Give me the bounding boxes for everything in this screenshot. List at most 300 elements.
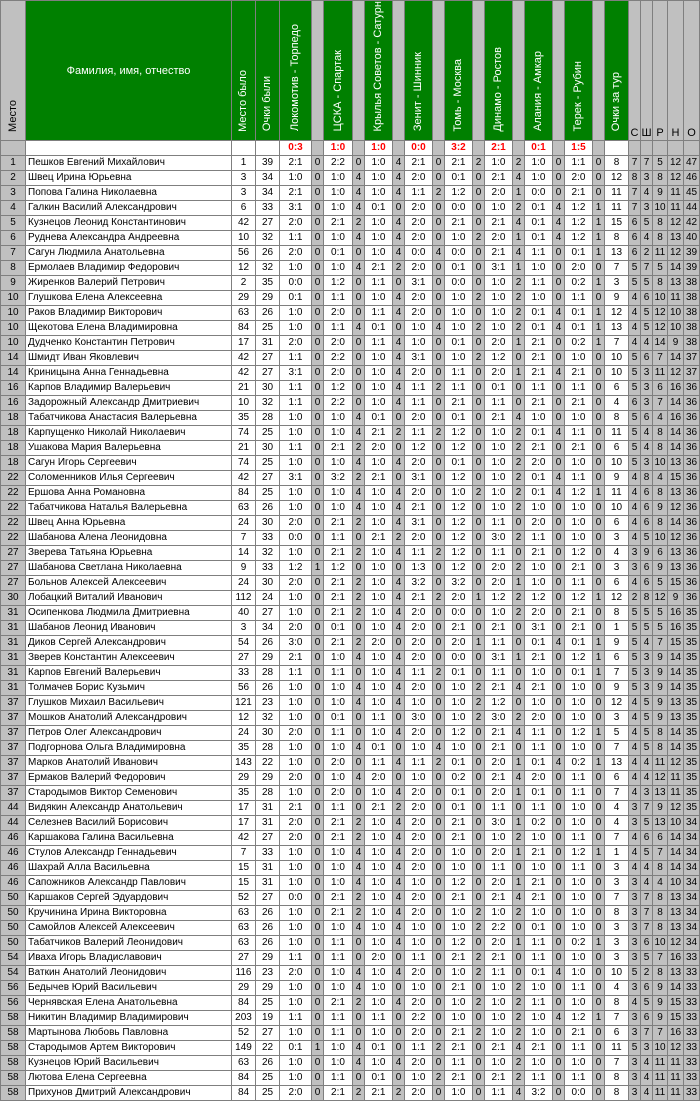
forecast-5-cell: 1:2 — [445, 186, 473, 201]
stat-n-cell: 14 — [668, 441, 684, 456]
forecast-6-cell: 3:1 — [485, 261, 513, 276]
stat-s-cell: 4 — [629, 756, 641, 771]
stat-r-cell: 9 — [653, 501, 668, 516]
forecast-5-cell: 1:0 — [445, 1011, 473, 1026]
stat-o-cell: 35 — [684, 756, 700, 771]
pts-1-cell: 0 — [312, 756, 324, 771]
pts-7-cell: 0 — [553, 276, 565, 291]
forecast-6-cell: 2:0 — [485, 366, 513, 381]
forecast-8-cell: 1:0 — [565, 816, 593, 831]
stat-sh-cell: 4 — [641, 1086, 653, 1101]
full-name-cell: Шахрай Алла Васильевна — [26, 861, 232, 876]
full-name-cell: Мошков Анатолий Александрович — [26, 711, 232, 726]
forecast-7-cell: 1:1 — [525, 801, 553, 816]
place-before-cell: 15 — [232, 861, 256, 876]
pts-7-cell: 0 — [553, 516, 565, 531]
pts-8-cell: 1 — [593, 726, 605, 741]
forecast-1-cell: 3:1 — [280, 201, 312, 216]
pts-7-cell: 4 — [553, 321, 565, 336]
tour-points-cell: 7 — [605, 1056, 629, 1071]
pts-2-cell: 0 — [353, 336, 365, 351]
stat-sh-cell: 3 — [641, 651, 653, 666]
forecast-7-cell: 0:1 — [525, 321, 553, 336]
stat-o-cell: 35 — [684, 696, 700, 711]
forecast-6-cell: 3:0 — [485, 816, 513, 831]
forecast-1-cell: 2:1 — [280, 651, 312, 666]
pts-1-cell: 0 — [312, 621, 324, 636]
forecast-1-cell: 1:0 — [280, 921, 312, 936]
table-row — [1, 951, 700, 966]
forecast-8-cell: 2:1 — [565, 186, 593, 201]
full-name-cell: Бедычев Юрий Васильевич — [26, 981, 232, 996]
stat-r-cell: 13 — [653, 816, 668, 831]
tour-points-cell: 10 — [605, 966, 629, 981]
pts-1-cell: 0 — [312, 591, 324, 606]
forecast-1-cell: 2:0 — [280, 966, 312, 981]
forecast-1-cell: 2:0 — [280, 576, 312, 591]
forecast-7-cell: 0:1 — [525, 471, 553, 486]
forecast-4-cell: 3:0 — [405, 711, 433, 726]
place-cell: 44 — [1, 801, 26, 816]
stat-sh-cell: 4 — [641, 186, 653, 201]
pts-6-cell: 2 — [513, 711, 525, 726]
match-gap-header — [353, 1, 365, 141]
pts-2-cell: 2 — [353, 546, 365, 561]
pts-4-cell: 0 — [433, 351, 445, 366]
forecast-8-cell: 0:1 — [565, 636, 593, 651]
pts-8-cell: 0 — [593, 711, 605, 726]
stat-r-cell: 10 — [653, 291, 668, 306]
points-before-cell: 25 — [256, 1086, 280, 1101]
forecast-4-cell: 2:1 — [405, 156, 433, 171]
forecast-1-cell: 1:0 — [280, 1026, 312, 1041]
pts-2-cell: 0 — [353, 726, 365, 741]
pts-3-cell: 0 — [393, 471, 405, 486]
forecast-5-cell: 1:2 — [445, 441, 473, 456]
pts-3-cell: 4 — [393, 861, 405, 876]
pts-4-cell: 2 — [433, 1071, 445, 1086]
pts-3-cell: 2 — [393, 1086, 405, 1101]
points-before-cell: 28 — [256, 786, 280, 801]
place-before-cell: 9 — [232, 561, 256, 576]
forecast-6-cell: 1:0 — [485, 426, 513, 441]
pts-2-cell: 0 — [353, 291, 365, 306]
forecast-4-cell: 2:0 — [405, 861, 433, 876]
stat-o-cell: 33 — [684, 981, 700, 996]
pts-3-cell: 4 — [393, 726, 405, 741]
forecast-4-cell: 2:2 — [405, 1011, 433, 1026]
place-before-cell: 15 — [232, 876, 256, 891]
forecast-3-cell: 1:0 — [365, 186, 393, 201]
forecast-6-cell: 2:0 — [485, 231, 513, 246]
table-row — [1, 276, 700, 291]
forecast-4-cell: 2:0 — [405, 171, 433, 186]
pts-2-cell: 0 — [353, 561, 365, 576]
tour-points-header: Очки за тур — [605, 1, 629, 141]
pts-3-cell: 4 — [393, 351, 405, 366]
pts-3-cell: 4 — [393, 1056, 405, 1071]
forecast-1-cell: 2:0 — [280, 216, 312, 231]
pts-2-cell: 0 — [353, 531, 365, 546]
stat-n-cell: 11 — [668, 786, 684, 801]
stat-r-cell: 10 — [653, 531, 668, 546]
forecast-8-cell: 1:0 — [565, 531, 593, 546]
full-name-cell: Ермолаев Владимир Федорович — [26, 261, 232, 276]
forecast-3-cell: 1:0 — [365, 516, 393, 531]
pts-2-cell: 4 — [353, 456, 365, 471]
table-row — [1, 261, 700, 276]
pts-1-cell: 0 — [312, 306, 324, 321]
pts-6-cell: 4 — [513, 891, 525, 906]
pts-6-cell: 1 — [513, 366, 525, 381]
pts-4-cell: 0 — [433, 456, 445, 471]
forecast-3-cell: 1:0 — [365, 906, 393, 921]
forecast-4-cell: 2:0 — [405, 291, 433, 306]
full-name-cell: Иваха Игорь Владиславович — [26, 951, 232, 966]
table-row — [1, 411, 700, 426]
stat-s-cell: 4 — [629, 696, 641, 711]
pts-4-cell: 4 — [433, 741, 445, 756]
place-before-cell: 10 — [232, 396, 256, 411]
pts-6-cell: 2 — [513, 486, 525, 501]
pts-1-cell: 0 — [312, 276, 324, 291]
forecast-1-cell: 2:0 — [280, 516, 312, 531]
pts-1-cell: 0 — [312, 846, 324, 861]
pts-6-cell: 1 — [513, 816, 525, 831]
table-row — [1, 531, 700, 546]
pts-3-cell: 0 — [393, 276, 405, 291]
pts-5-cell: 1 — [473, 591, 485, 606]
stat-n-cell: 12 — [668, 246, 684, 261]
forecast-7-cell: 1:0 — [525, 696, 553, 711]
stat-header-r: Р — [653, 1, 668, 141]
forecast-5-cell: 2:1 — [445, 831, 473, 846]
forecast-5-cell: 1:1 — [445, 1056, 473, 1071]
pts-5-cell: 0 — [473, 441, 485, 456]
stat-s-cell: 3 — [629, 546, 641, 561]
stat-o-cell: 47 — [684, 156, 700, 171]
pts-1-cell: 1 — [312, 561, 324, 576]
stat-o-cell: 35 — [684, 651, 700, 666]
pts-2-cell: 4 — [353, 771, 365, 786]
pts-6-cell: 4 — [513, 216, 525, 231]
forecast-6-cell: 2:0 — [485, 786, 513, 801]
pts-4-cell: 0 — [433, 276, 445, 291]
table-row — [1, 696, 700, 711]
pts-4-cell: 0 — [433, 216, 445, 231]
stat-o-cell: 40 — [684, 231, 700, 246]
pts-1-cell: 0 — [312, 1071, 324, 1086]
stat-s-cell: 3 — [629, 906, 641, 921]
pts-4-cell: 4 — [433, 321, 445, 336]
forecast-2-cell: 1:1 — [324, 951, 353, 966]
results-blank — [1, 141, 26, 156]
match-result-7: 0:1 — [525, 141, 553, 156]
forecast-5-cell: 1:0 — [445, 921, 473, 936]
forecast-3-cell: 1:0 — [365, 726, 393, 741]
points-before-cell: 26 — [256, 921, 280, 936]
stat-o-cell: 35 — [684, 726, 700, 741]
full-name-cell: Кузнецов Леонид Константинович — [26, 216, 232, 231]
points-before-cell: 27 — [256, 351, 280, 366]
forecast-5-cell: 1:0 — [445, 846, 473, 861]
stat-s-cell: 5 — [629, 441, 641, 456]
pts-7-cell: 0 — [553, 411, 565, 426]
forecast-6-cell: 2:1 — [485, 1071, 513, 1086]
pts-5-cell: 0 — [473, 771, 485, 786]
stat-n-cell: 9 — [668, 336, 684, 351]
stat-sh-cell: 7 — [641, 261, 653, 276]
pts-8-cell: 1 — [593, 246, 605, 261]
tour-points-cell: 7 — [605, 666, 629, 681]
forecast-1-cell: 1:0 — [280, 711, 312, 726]
stat-r-cell: 6 — [653, 831, 668, 846]
stat-o-cell: 38 — [684, 291, 700, 306]
forecast-1-cell: 0:0 — [280, 276, 312, 291]
stat-sh-cell: 5 — [641, 996, 653, 1011]
results-gap — [513, 141, 525, 156]
points-before-cell: 25 — [256, 1071, 280, 1086]
pts-7-cell: 0 — [553, 801, 565, 816]
forecast-1-cell: 1:1 — [280, 441, 312, 456]
pts-5-cell: 0 — [473, 786, 485, 801]
table-row — [1, 576, 700, 591]
place-before-cell: 63 — [232, 921, 256, 936]
match-header-3: Крылья Советов - Сатурн — [365, 1, 393, 141]
forecast-3-cell: 2:0 — [365, 636, 393, 651]
pts-7-cell: 0 — [553, 621, 565, 636]
pts-6-cell: 4 — [513, 411, 525, 426]
pts-6-cell: 2 — [513, 1056, 525, 1071]
stat-n-cell: 9 — [668, 591, 684, 606]
pts-8-cell: 0 — [593, 501, 605, 516]
forecast-6-cell: 1:0 — [485, 1011, 513, 1026]
place-before-cell: 7 — [232, 531, 256, 546]
place-cell: 46 — [1, 846, 26, 861]
pts-4-cell: 0 — [433, 606, 445, 621]
forecast-7-cell: 0:1 — [525, 756, 553, 771]
stat-n-cell: 14 — [668, 396, 684, 411]
pts-3-cell: 2 — [393, 261, 405, 276]
table-row — [1, 876, 700, 891]
forecast-8-cell: 1:2 — [565, 231, 593, 246]
forecast-2-cell: 3:2 — [324, 471, 353, 486]
forecast-2-cell: 1:0 — [324, 741, 353, 756]
pts-4-cell: 0 — [433, 411, 445, 426]
pts-1-cell: 0 — [312, 336, 324, 351]
stat-sh-cell: 6 — [641, 411, 653, 426]
stat-s-cell: 5 — [629, 1041, 641, 1056]
pts-4-cell: 0 — [433, 981, 445, 996]
points-before-cell: 34 — [256, 171, 280, 186]
pts-4-cell: 0 — [433, 486, 445, 501]
pts-3-cell: 0 — [393, 771, 405, 786]
forecast-6-cell: 3:0 — [485, 531, 513, 546]
pts-3-cell: 0 — [393, 441, 405, 456]
pts-3-cell: 4 — [393, 591, 405, 606]
table-row — [1, 516, 700, 531]
forecast-1-cell: 1:0 — [280, 261, 312, 276]
forecast-5-cell: 1:2 — [445, 561, 473, 576]
forecast-4-cell: 2:0 — [405, 216, 433, 231]
tour-points-cell: 8 — [605, 906, 629, 921]
forecast-4-cell: 1:0 — [405, 771, 433, 786]
place-cell: 37 — [1, 711, 26, 726]
pts-3-cell: 4 — [393, 906, 405, 921]
tour-points-cell: 6 — [605, 441, 629, 456]
tour-points-cell: 7 — [605, 741, 629, 756]
pts-5-cell: 2 — [473, 351, 485, 366]
stat-sh-cell: 5 — [641, 711, 653, 726]
pts-8-cell: 0 — [593, 1041, 605, 1056]
forecast-6-cell: 1:1 — [485, 1086, 513, 1101]
forecast-4-cell: 1:0 — [405, 981, 433, 996]
table-row — [1, 156, 700, 171]
pts-3-cell: 4 — [393, 231, 405, 246]
pts-6-cell: 0 — [513, 351, 525, 366]
forecast-1-cell: 2:0 — [280, 771, 312, 786]
forecast-5-cell: 1:2 — [445, 876, 473, 891]
forecast-3-cell: 1:0 — [365, 666, 393, 681]
points-before-cell: 32 — [256, 231, 280, 246]
stat-n-cell: 16 — [668, 606, 684, 621]
stat-n-cell: 14 — [668, 516, 684, 531]
pts-3-cell: 4 — [393, 606, 405, 621]
table-row — [1, 396, 700, 411]
pts-2-cell: 4 — [353, 411, 365, 426]
pts-5-cell: 0 — [473, 171, 485, 186]
stat-n-cell: 14 — [668, 651, 684, 666]
pts-7-cell: 0 — [553, 456, 565, 471]
forecast-1-cell: 1:0 — [280, 846, 312, 861]
pts-5-cell: 0 — [473, 936, 485, 951]
pts-3-cell: 4 — [393, 171, 405, 186]
stat-sh-cell: 8 — [641, 591, 653, 606]
forecast-8-cell: 1:0 — [565, 921, 593, 936]
pts-3-cell: 0 — [393, 201, 405, 216]
forecast-2-cell: 2:1 — [324, 546, 353, 561]
tour-points-cell: 12 — [605, 696, 629, 711]
forecast-1-cell: 2:0 — [280, 816, 312, 831]
pts-5-cell: 0 — [473, 366, 485, 381]
forecast-4-cell: 2:0 — [405, 606, 433, 621]
stat-s-cell: 3 — [629, 891, 641, 906]
pts-3-cell: 4 — [393, 306, 405, 321]
place-before-cell: 10 — [232, 231, 256, 246]
stat-sh-cell: 5 — [641, 306, 653, 321]
table-row — [1, 591, 700, 606]
pts-6-cell: 2 — [513, 276, 525, 291]
pts-7-cell: 0 — [553, 711, 565, 726]
forecast-7-cell: 1:1 — [525, 996, 553, 1011]
pts-3-cell: 4 — [393, 831, 405, 846]
forecast-4-cell: 2:0 — [405, 621, 433, 636]
pts-8-cell: 0 — [593, 561, 605, 576]
forecast-7-cell: 1:0 — [525, 1026, 553, 1041]
forecast-1-cell: 1:0 — [280, 1071, 312, 1086]
place-cell: 10 — [1, 291, 26, 306]
pts-8-cell: 1 — [593, 756, 605, 771]
forecast-8-cell: 2:1 — [565, 561, 593, 576]
pts-2-cell: 2 — [353, 576, 365, 591]
full-name-cell: Карпов Евгений Валерьевич — [26, 666, 232, 681]
pts-1-cell: 0 — [312, 366, 324, 381]
pts-2-cell: 4 — [353, 486, 365, 501]
pts-2-cell: 4 — [353, 681, 365, 696]
pts-2-cell: 0 — [353, 621, 365, 636]
place-cell: 14 — [1, 366, 26, 381]
pts-2-cell: 2 — [353, 591, 365, 606]
pts-1-cell: 0 — [312, 681, 324, 696]
tour-points-cell: 12 — [605, 591, 629, 606]
pts-2-cell: 2 — [353, 1086, 365, 1101]
stat-r-cell: 12 — [653, 591, 668, 606]
forecast-7-cell: 2:1 — [525, 1041, 553, 1056]
stat-header-s: С — [629, 1, 641, 141]
full-name-cell: Селезнев Василий Борисович — [26, 816, 232, 831]
stat-n-cell: 16 — [668, 621, 684, 636]
pts-3-cell: 4 — [393, 501, 405, 516]
pts-3-cell: 4 — [393, 681, 405, 696]
pts-1-cell: 0 — [312, 171, 324, 186]
table-row — [1, 831, 700, 846]
stat-r-cell: 7 — [653, 396, 668, 411]
forecast-4-cell: 3:1 — [405, 351, 433, 366]
forecast-2-cell: 1:0 — [324, 681, 353, 696]
pts-1-cell: 0 — [312, 156, 324, 171]
tour-points-cell: 11 — [605, 186, 629, 201]
stat-r-cell: 9 — [653, 981, 668, 996]
forecast-6-cell: 1:1 — [485, 396, 513, 411]
pts-2-cell: 0 — [353, 366, 365, 381]
pts-6-cell: 1 — [513, 186, 525, 201]
forecast-7-cell: 0:1 — [525, 201, 553, 216]
stat-sh-cell: 7 — [641, 906, 653, 921]
stat-s-cell: 3 — [629, 981, 641, 996]
stat-r-cell: 9 — [653, 561, 668, 576]
full-name-cell: Задорожный Александр Дмитриевич — [26, 396, 232, 411]
stat-n-cell: 15 — [668, 1011, 684, 1026]
forecast-2-cell: 2:1 — [324, 441, 353, 456]
full-name-cell: Щекотова Елена Владимировна — [26, 321, 232, 336]
pts-7-cell: 0 — [553, 171, 565, 186]
stat-o-cell: 35 — [684, 666, 700, 681]
forecast-6-cell: 2:1 — [485, 411, 513, 426]
place-cell: 27 — [1, 546, 26, 561]
place-before-cell: 74 — [232, 456, 256, 471]
forecast-6-cell: 1:1 — [485, 966, 513, 981]
table-row — [1, 1011, 700, 1026]
points-before-cell: 31 — [256, 816, 280, 831]
forecast-8-cell: 2:1 — [565, 396, 593, 411]
pts-6-cell: 2 — [513, 606, 525, 621]
pts-2-cell: 0 — [353, 1071, 365, 1086]
stat-s-cell: 7 — [629, 186, 641, 201]
stat-header-o: О — [684, 1, 700, 141]
table-row — [1, 801, 700, 816]
results-gap — [593, 141, 605, 156]
points-before-cell: 27 — [256, 216, 280, 231]
forecast-4-cell: 1:1 — [405, 546, 433, 561]
tour-points-cell: 8 — [605, 1086, 629, 1101]
place-cell: 10 — [1, 321, 26, 336]
forecast-2-cell: 2:2 — [324, 396, 353, 411]
stat-sh-cell: 4 — [641, 336, 653, 351]
forecast-2-cell: 2:0 — [324, 306, 353, 321]
pts-6-cell: 2 — [513, 996, 525, 1011]
forecast-6-cell: 1:0 — [485, 1026, 513, 1041]
pts-8-cell: 1 — [593, 486, 605, 501]
